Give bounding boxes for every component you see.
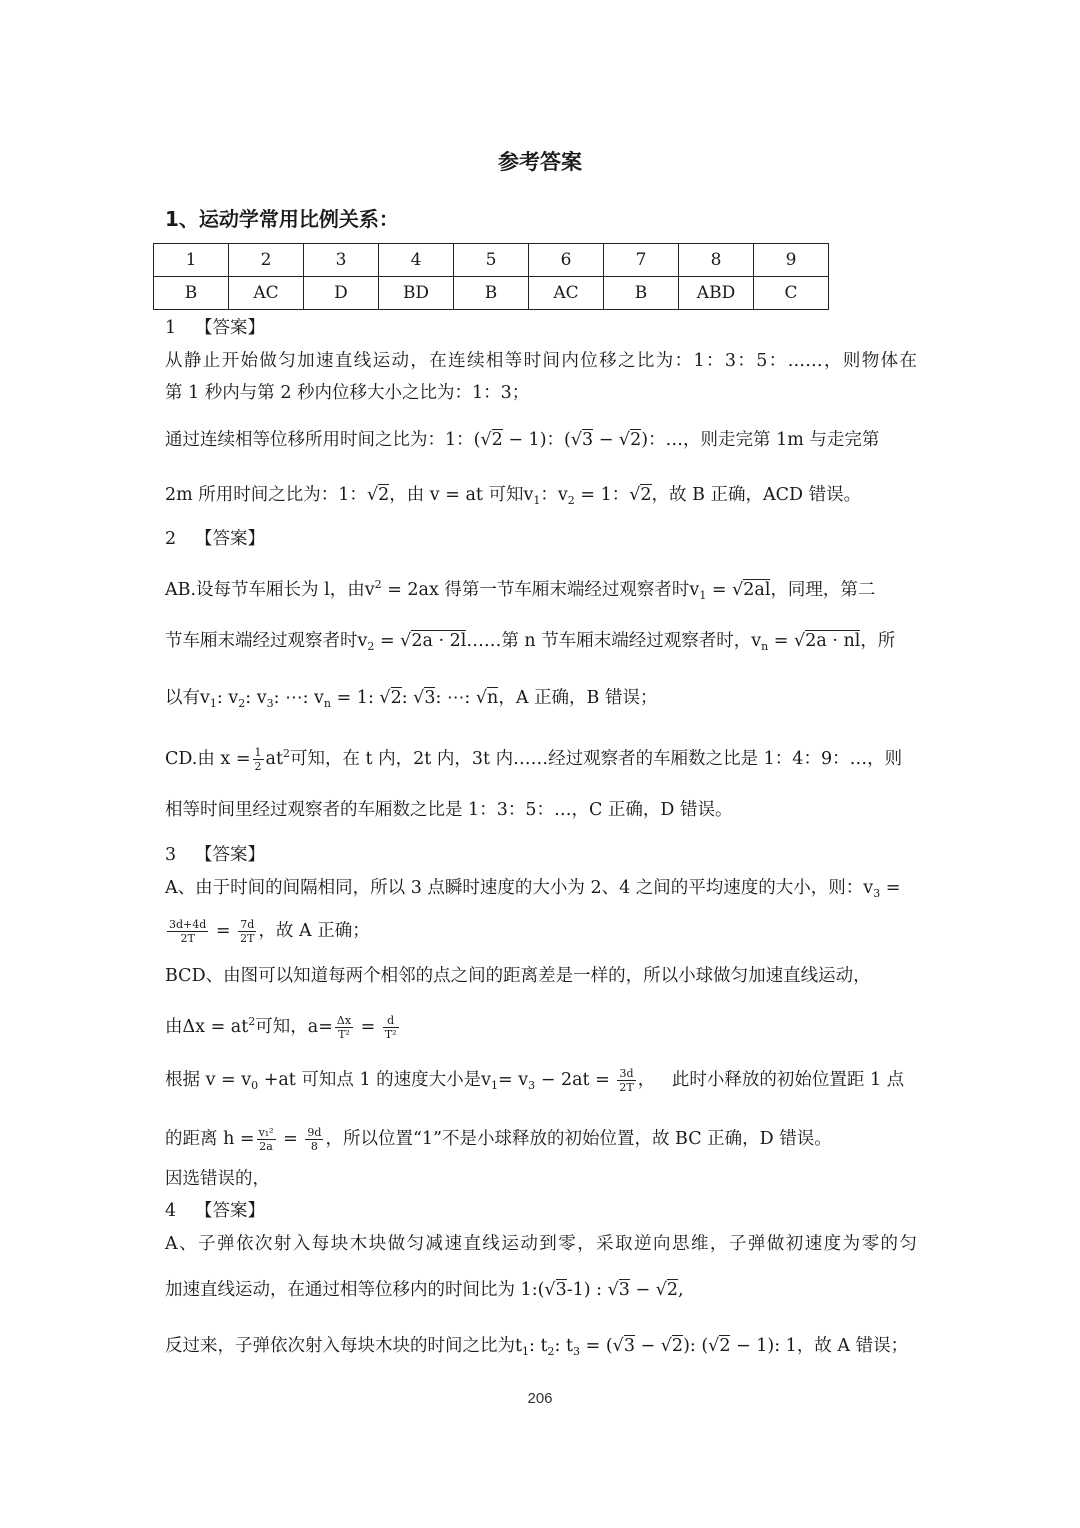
q3-line-3: BCD、由图可以知道每两个相邻的点之间的距离差是一样的，所以小球做匀加速直线运动， <box>165 966 871 986</box>
q2-line-4: CD.由 x = $\frac{1}{2}$ $at^2$可知，在 t 内，2t 内，3t 内……经过观察者的车厢数之比是 1：4：9：…，则 <box>165 746 903 773</box>
q2-line-2-end: ，所 <box>860 631 896 651</box>
table-cell: B <box>154 277 229 310</box>
q1-header <box>165 316 917 340</box>
answer-table-answer-row <box>154 277 829 310</box>
table-cell: 4 <box>379 244 454 277</box>
q3-line-5-text: 根据 v = v <box>165 1070 252 1090</box>
q4-line-1: A、子弹依次射入每块木块做匀减速直线运动到零，采取逆向思维，子弹做初速度为零的匀 <box>165 1234 917 1254</box>
q3-line-6-end: ，所以位置“1”不是小球释放的初始位置，故 BC 正确，D 错误。 <box>325 1129 832 1149</box>
q3-line-6-text: 的距离 h = <box>165 1129 255 1149</box>
q2-line-4-end: 可知，在 t 内，2t 内，3t 内……经过观察者的车厢数之比是 1：4：9：…，则 <box>290 749 903 769</box>
q2-line-5: 相等时间里经过观察者的车厢数之比是 1：3：5：…，C 正确，D 错误。 <box>165 800 733 820</box>
q4-line-3: 反过来，子弹依次射入每块木块的时间之比为$t_1$: $t_2$: $t_3 = (√3 - √2)$: (√2 − 1): 1，故 A 错误； <box>165 1336 909 1358</box>
q2-line-2: 节车厢末端经过观察者时$v_2 = √2a$ · 2l……第 n 节车厢末端经过观察者时，$v_n = √2a$ · nl，所 <box>165 631 896 653</box>
q3-line-4: 由$\Delta x = at^2$可知，a= $\frac{\Delta x}{\text{T²}}$ = $\frac{d}{\text{T²}}$ <box>165 1014 397 1041</box>
q3-answer-label: 【答案】 <box>195 845 265 865</box>
q1-number: 1 <box>165 318 177 338</box>
q2-line-3: 以有$v_1$: $v_2$: $v_3$: ⋯: $v_n = 1$: √2: √3: ⋯: √n，A 正确，B 错误； <box>165 688 658 710</box>
q1-line-2: 第 1 秒内与第 2 秒内位移大小之比为：1：3； <box>165 383 530 403</box>
q4-header <box>165 1199 917 1223</box>
table-cell: 8 <box>679 244 754 277</box>
table-cell: 7 <box>604 244 679 277</box>
q3-header <box>165 843 917 867</box>
q1-answer-label: 【答案】 <box>195 318 265 338</box>
q2-line-3-end: ，A 正确，B 错误； <box>498 688 658 708</box>
q1-line-4: 2m 所用时间之比为：1：√2，由 v = at 可知$v_1$：$v_2 = 1$：√2，故 B 正确，ACD 错误。 <box>165 485 862 507</box>
q3-line-5-mid: +at 可知点 1 的速度大小是v <box>263 1070 492 1090</box>
table-cell: ABD <box>679 277 754 310</box>
q3-line-4-mid: 可知，a= <box>255 1017 333 1037</box>
q2-line-2-text: 节车厢末端经过观察者时 <box>165 631 358 651</box>
table-cell: 5 <box>454 244 529 277</box>
answer-table-number-row <box>154 244 829 277</box>
q4-line-2-text: 加速直线运动，在通过相等位移内的时间比为 1: <box>165 1280 538 1300</box>
page-number: 206 <box>527 1390 553 1407</box>
table-cell: C <box>754 277 829 310</box>
q2-line-3-text: 以有 <box>165 688 200 708</box>
q2-line-1-text: AB.设每节车厢长为 l，由 <box>165 580 365 600</box>
q3-line-2-text: ，故 A 正确； <box>258 921 370 941</box>
table-cell: AC <box>229 277 304 310</box>
q3-line-1-text: A、由于时间的间隔相同，所以 3 点瞬时速度的大小为 2、4 之间的平均速度的大小，则：v <box>165 878 874 898</box>
table-cell: AC <box>529 277 604 310</box>
q3-line-6: 的距离 h = $\frac{\text{v₁²}}{2a}$ = $\frac{9d}{8}$ ，所以位置“1”不是小球释放的初始位置，故 BC 正确，D 错误。 <box>165 1126 832 1153</box>
answer-table <box>153 243 829 310</box>
q4-line-3-text: 反过来，子弹依次射入每块木块的时间之比为 <box>165 1336 515 1356</box>
table-cell: 6 <box>529 244 604 277</box>
q2-line-1-mid: 得第一节车厢末端经过观察者时 <box>444 580 690 600</box>
q3-line-7: 因选错误的， <box>165 1169 270 1189</box>
section-title: 1、运动学常用比例关系： <box>165 207 399 231</box>
q4-answer-label: 【答案】 <box>195 1201 265 1221</box>
table-cell: 3 <box>304 244 379 277</box>
q4-line-2: 加速直线运动，在通过相等位移内的时间比为 1:(√3-1) : √3 − √2, <box>165 1280 684 1300</box>
q3-number: 3 <box>165 845 177 865</box>
table-cell: D <box>304 277 379 310</box>
q2-line-4-text: CD.由 x = <box>165 749 251 769</box>
q1-line-1: 从静止开始做匀加速直线运动，在连续相等时间内位移之比为：1：3：5：……，则物体在 <box>165 351 917 371</box>
q1-line-4-text: 2m 所用时间之比为：1： <box>165 485 367 505</box>
table-cell: BD <box>379 277 454 310</box>
table-cell: 1 <box>154 244 229 277</box>
q1-line-3-text-end: ：…，则走完第 1m 与走完第 <box>648 430 880 450</box>
q3-line-1: A、由于时间的间隔相同，所以 3 点瞬时速度的大小为 2、4 之间的平均速度的大小，则：$v_3$ = <box>165 878 901 900</box>
q1-line-3: 通过连续相等位移所用时间之比为：1：(√2 − 1)：(√3 − √2)：…，则走完第 1m 与走完第 <box>165 430 880 450</box>
q2-answer-label: 【答案】 <box>195 529 265 549</box>
q3-line-2: $\frac{3d+4d}{2T}$ = $\frac{7d}{2T}$ ，故 A 正确； <box>169 918 370 945</box>
q3-line-5-end: 此时小释放的初始位置距 1 点 <box>671 1070 905 1090</box>
q2-line-1: AB.设每节车厢长为 l，由$v^2 = 2ax$ 得第一节车厢末端经过观察者时$v_1 = √2al$，同理，第二 <box>165 578 876 602</box>
q2-number: 2 <box>165 529 177 549</box>
table-cell: B <box>604 277 679 310</box>
q1-line-4-text-end: ，故 B 正确，ACD 错误。 <box>651 485 862 505</box>
table-cell: 9 <box>754 244 829 277</box>
table-cell: B <box>454 277 529 310</box>
q4-number: 4 <box>165 1201 177 1221</box>
q3-line-5: 根据 $v = v_0 +at$ 可知点 1 的速度大小是$v_1= v_3 - 2at$ = $\frac{3d}{2T}$ ， 此时小释放的初始位置距 1 点 <box>165 1067 905 1094</box>
q3-line-4-text: 由Δx = at <box>165 1017 249 1037</box>
q2-line-2-mid: ……第 n 节车厢末端经过观察者时， <box>466 631 752 651</box>
q2-line-1-end: ，同理，第二 <box>770 580 876 600</box>
q2-header <box>165 527 917 551</box>
q1-line-3-text: 通过连续相等位移所用时间之比为：1：( <box>165 430 481 450</box>
table-cell: 2 <box>229 244 304 277</box>
page-title: 参考答案 <box>498 150 582 174</box>
q4-line-3-end: ，故 A 错误； <box>796 1336 909 1356</box>
